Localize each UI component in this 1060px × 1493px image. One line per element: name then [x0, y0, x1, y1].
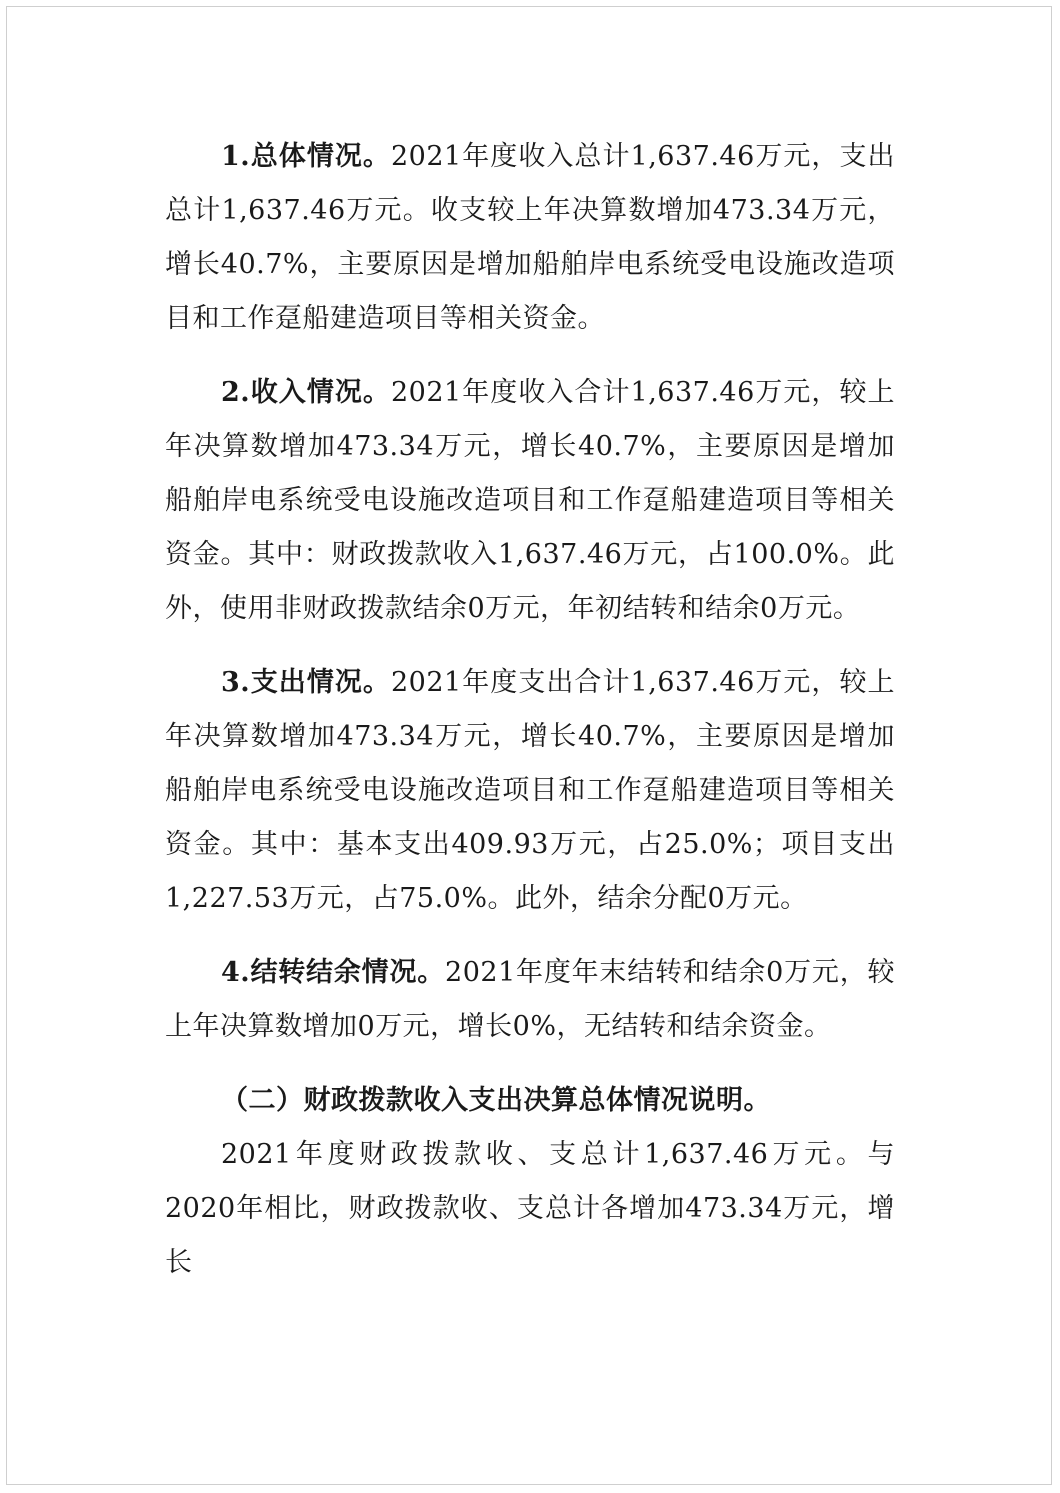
paragraph-lead: 2.收入情况。 — [221, 377, 391, 408]
paragraph-income — [165, 366, 895, 636]
paragraph-text: 2021年度支出合计1,637.46万元，较上年决算数增加473.34万元，增长40.7%，主要原因是增加船舶岸电系统受电设施改造项目和工作趸船建造项目等相关资金。其中：基本支出409.93万元，占25.0%；项目支出1,227.53万元，占75.0%。此外，结余分配0万元。 — [165, 667, 896, 914]
document-body — [165, 130, 895, 1290]
paragraph-lead: 4.结转结余情况。 — [221, 957, 446, 988]
section-heading: （二）财政拨款收入支出决算总体情况说明。 — [221, 1085, 771, 1116]
paragraph-expenditure — [165, 656, 895, 926]
paragraph-text: 2021年度收入总计1,637.46万元，支出总计1,637.46万元。收支较上年决算数增加473.34万元，增长40.7%，主要原因是增加船舶岸电系统受电设施改造项目和工作趸船建造项目等相关资金。 — [165, 141, 896, 334]
paragraph-carryover — [165, 946, 895, 1054]
paragraph-fiscal-summary: 2021年度财政拨款收、支总计1,637.46万元。与2020年相比，财政拨款收、支总计各增加473.34万元，增长 — [165, 1139, 895, 1278]
paragraph-text: 2021年度收入合计1,637.46万元，较上年决算数增加473.34万元，增长40.7%，主要原因是增加船舶岸电系统受电设施改造项目和工作趸船建造项目等相关资金。其中：财政拨款收入1,637.46万元，占100.0%。此外，使用非财政拨款结余0万元，年初结转和结余0万元。 — [165, 377, 896, 624]
paragraph-lead: 1.总体情况。 — [221, 141, 391, 172]
paragraph-overall — [165, 130, 895, 346]
paragraph-lead: 3.支出情况。 — [221, 667, 391, 698]
paragraph-text: 2021年度年末结转和结余0万元，较上年决算数增加0万元，增长0%，无结转和结余资金。 — [165, 957, 896, 1042]
